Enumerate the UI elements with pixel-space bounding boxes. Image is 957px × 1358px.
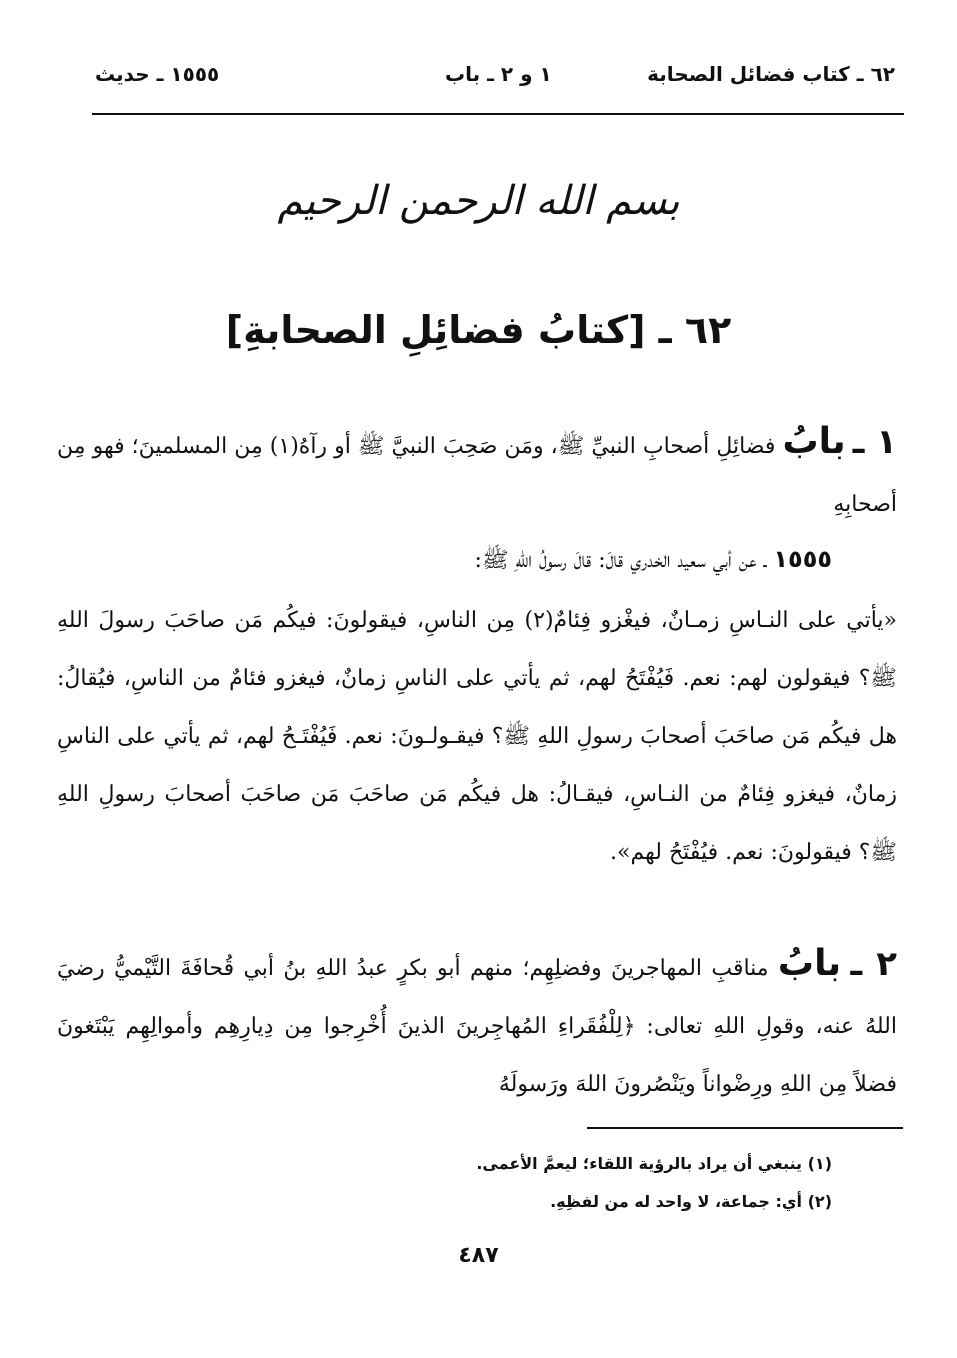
running-header-book-title: ٦٢ ـ كتاب فضائل الصحابة: [647, 62, 895, 86]
basmala-calligraphy: بسم الله الرحمن الرحيم: [277, 178, 680, 224]
chapter-2-title-text: مناقبِ المهاجرينَ وفضلِهِم؛ منهم أبو بكرٍ عبدُ اللهِ بنُ أبي قُحافَةَ التَّيْميُّ رضيَ اللهُ عنه، وقولِ اللهِ تعالى: ﴿لِلْفُقَراءِ المُهاجِرينَ الذينَ أُخْرِجوا مِن دِيارِهِم وأموالِهِم يَبْتَغونَ فضلاً مِن اللهِ ورِضْواناً ويَنْصُرونَ اللهَ ورَسولَهُ: [57, 956, 897, 1097]
hadith-intro-line: [57, 530, 832, 590]
chapter-1-bab-word: بابُ: [782, 421, 846, 462]
chapter-2-bab-word: بابُ: [777, 943, 842, 984]
chapter-2-heading: [57, 935, 897, 1114]
hadith-text: «يأتي على النـاسِ زمـانٌ، فيغْزو فِئامٌ(٢) مِن الناسِ، فيقولونَ: فيكُم مَن صاحَبَ رسولَ اللهِ ﷺ؟ فيقولون لهم: نعم. فَيُفْتَحُ لهم، ثم يأتي على الناسِ زمانٌ، فيغزو فئامٌ من الناسِ، فيُقالُ: هل فيكُم مَن صاحَبَ أصحابَ رسولِ اللهِ ﷺ؟ فيقـولـونَ: نعم. فَيُفْتَـحُ لهم، ثم يأتي على الناسِ زمانٌ، فيغزو فِئامٌ من النـاسِ، فيقـالُ: هل فيكُم مَن صاحَبَ مَن صاحَبَ أصحابَ رسولِ اللهِ ﷺ؟ فيقولونَ: نعم. فيُفْتَحُ لهم».: [57, 608, 897, 865]
chapter-1-heading: [57, 413, 897, 534]
running-header-hadith-number: ١٥٥٥ ـ حديث: [95, 62, 220, 86]
hadith-isnad: ـ عن أبي سعيد الخدري قالَ: قالَ رسولُ اللهِ ﷺ:: [474, 548, 767, 573]
chapter-2-number: ٢ ـ: [850, 944, 897, 984]
footnotes: [132, 1145, 832, 1221]
footnote-2: (٢) أي: جماعة، لا واحد له من لفظِهِ.: [550, 1192, 832, 1211]
footnote-divider: [587, 1127, 903, 1129]
running-header-chapters: ١ و ٢ ـ باب: [445, 62, 552, 86]
hadith-number: ١٥٥٥: [773, 545, 832, 573]
chapter-1-title-text: فضائِلِ أصحابِ النبيِّ ﷺ، ومَن صَحِبَ النبيَّ ﷺ أو رآهُ(١) مِن المسلمينَ؛ فهو مِن أصحابِهِ: [57, 434, 897, 517]
header-divider: [92, 113, 904, 115]
chapter-1-number: ١ ـ: [852, 422, 897, 462]
footnote-1: (١) ينبغي أن يراد بالرؤية اللقاء؛ ليعمَّ الأعمى.: [476, 1154, 832, 1173]
book-title: ٦٢ ـ [كتابُ فضائِلِ الصحابةِ]: [225, 308, 732, 352]
page-number: ٤٨٧: [458, 1243, 499, 1268]
